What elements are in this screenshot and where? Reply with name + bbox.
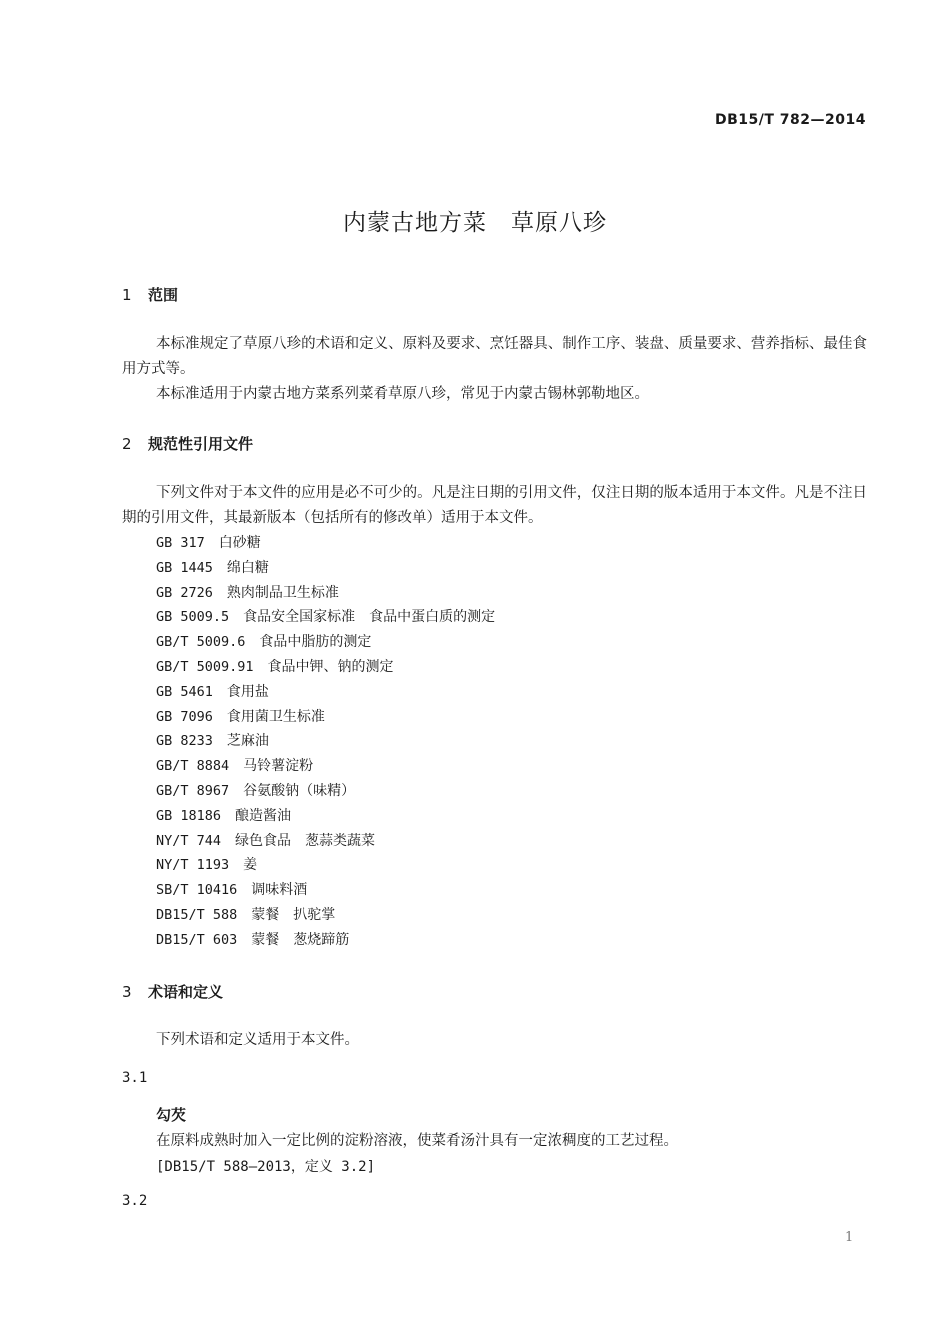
reference-item (156, 705, 495, 730)
page-number: 1 (845, 1230, 854, 1245)
reference-code: GB/T 8884 (156, 758, 230, 775)
references-intro: 下列文件对于本文件的应用是必不可少的。凡是注日期的引用文件，仅注日期的版本适用于本文件。凡是不注日期的引用文件，其最新版本（包括所有的修改单）适用于本文件。 (122, 485, 867, 526)
reference-item (156, 903, 495, 928)
reference-code: GB 18186 (156, 807, 222, 824)
section-number: 3 (122, 983, 132, 1001)
reference-code: GB/T 5009.91 (156, 658, 254, 675)
reference-name: 调味料酒 (251, 882, 308, 899)
reference-name: 食品安全国家标准 食品中蛋白质的测定 (243, 609, 496, 626)
reference-code: GB 8233 (156, 733, 213, 750)
section-2-heading (122, 433, 253, 454)
reference-code: GB 2726 (156, 584, 213, 601)
reference-item (156, 928, 495, 953)
reference-item (156, 878, 495, 903)
reference-name: 白砂糖 (218, 535, 261, 551)
reference-code: DB15/T 588 (156, 906, 238, 923)
term-number: 3.1 (122, 1070, 148, 1086)
section-number: 1 (122, 286, 132, 304)
reference-item (156, 680, 495, 705)
section-number: 2 (122, 435, 132, 453)
terms-intro: 下列术语和定义适用于本文件。 (156, 1032, 359, 1048)
reference-name: 熟肉制品卫生标准 (226, 584, 339, 601)
reference-code: GB 317 (156, 535, 205, 551)
reference-name: 食品中脂肪的测定 (259, 634, 372, 651)
standard-code: DB15/T 782—2014 (715, 112, 866, 128)
reference-code: NY/T 1193 (156, 857, 230, 874)
reference-name: 姜 (243, 857, 258, 874)
reference-code: GB 5461 (156, 683, 213, 700)
section-title: 术语和定义 (148, 983, 224, 1001)
reference-name: 马铃薯淀粉 (243, 758, 314, 775)
reference-code: SB/T 10416 (156, 882, 238, 899)
reference-code: GB/T 5009.6 (156, 634, 246, 651)
reference-name: 蒙餐 扒驼掌 (251, 906, 336, 923)
reference-item (156, 853, 495, 878)
reference-item (156, 754, 495, 779)
section-title: 规范性引用文件 (148, 435, 254, 453)
reference-code: GB/T 8967 (156, 782, 230, 799)
term-definition: 在原料成熟时加入一定比例的淀粉溶液，使菜肴汤汁具有一定浓稠度的工艺过程。 (156, 1133, 678, 1149)
reference-name: 食用菌卫生标准 (226, 708, 325, 725)
reference-item (156, 556, 495, 581)
reference-name: 蒙餐 葱烧蹄筋 (251, 931, 350, 948)
reference-code: GB 1445 (156, 559, 213, 576)
section-1-heading (122, 284, 178, 305)
term-source: [DB15/T 588—2013，定义 3.2] (156, 1159, 376, 1175)
reference-item (156, 729, 495, 754)
reference-code: GB 5009.5 (156, 609, 230, 626)
reference-item (156, 630, 495, 655)
term-title: 勾芡 (156, 1106, 187, 1124)
reference-name: 绿色食品 葱蒜类蔬菜 (235, 832, 376, 849)
reference-name: 食用盐 (226, 683, 269, 700)
reference-name: 酿造酱油 (235, 807, 292, 824)
section-3-heading (122, 981, 223, 1002)
reference-item (156, 655, 495, 680)
reference-item (156, 605, 495, 630)
reference-item (156, 779, 495, 804)
reference-item (156, 581, 495, 606)
section-title: 范围 (148, 286, 179, 304)
term-number: 3.2 (122, 1193, 148, 1209)
document-title: 内蒙古地方菜 草原八珍 (343, 210, 607, 236)
reference-item (156, 804, 495, 829)
reference-name: 谷氨酸钠（味精） (243, 782, 356, 799)
reference-name: 芝麻油 (226, 733, 269, 750)
reference-code: DB15/T 603 (156, 931, 238, 948)
reference-code: GB 7096 (156, 708, 213, 725)
reference-name: 绵白糖 (226, 559, 269, 576)
scope-paragraph-2: 本标准适用于内蒙古地方菜系列菜肴草原八珍，常见于内蒙古锡林郭勒地区。 (156, 386, 649, 402)
reference-code: NY/T 744 (156, 832, 222, 849)
reference-item (156, 829, 495, 854)
reference-item (156, 531, 495, 556)
scope-paragraph-1: 本标准规定了草原八珍的术语和定义、原料及要求、烹饪器具、制作工序、装盘、质量要求、营养指标、最佳食用方式等。 (122, 336, 867, 377)
reference-name: 食品中钾、钠的测定 (267, 658, 394, 675)
reference-list (156, 531, 495, 953)
